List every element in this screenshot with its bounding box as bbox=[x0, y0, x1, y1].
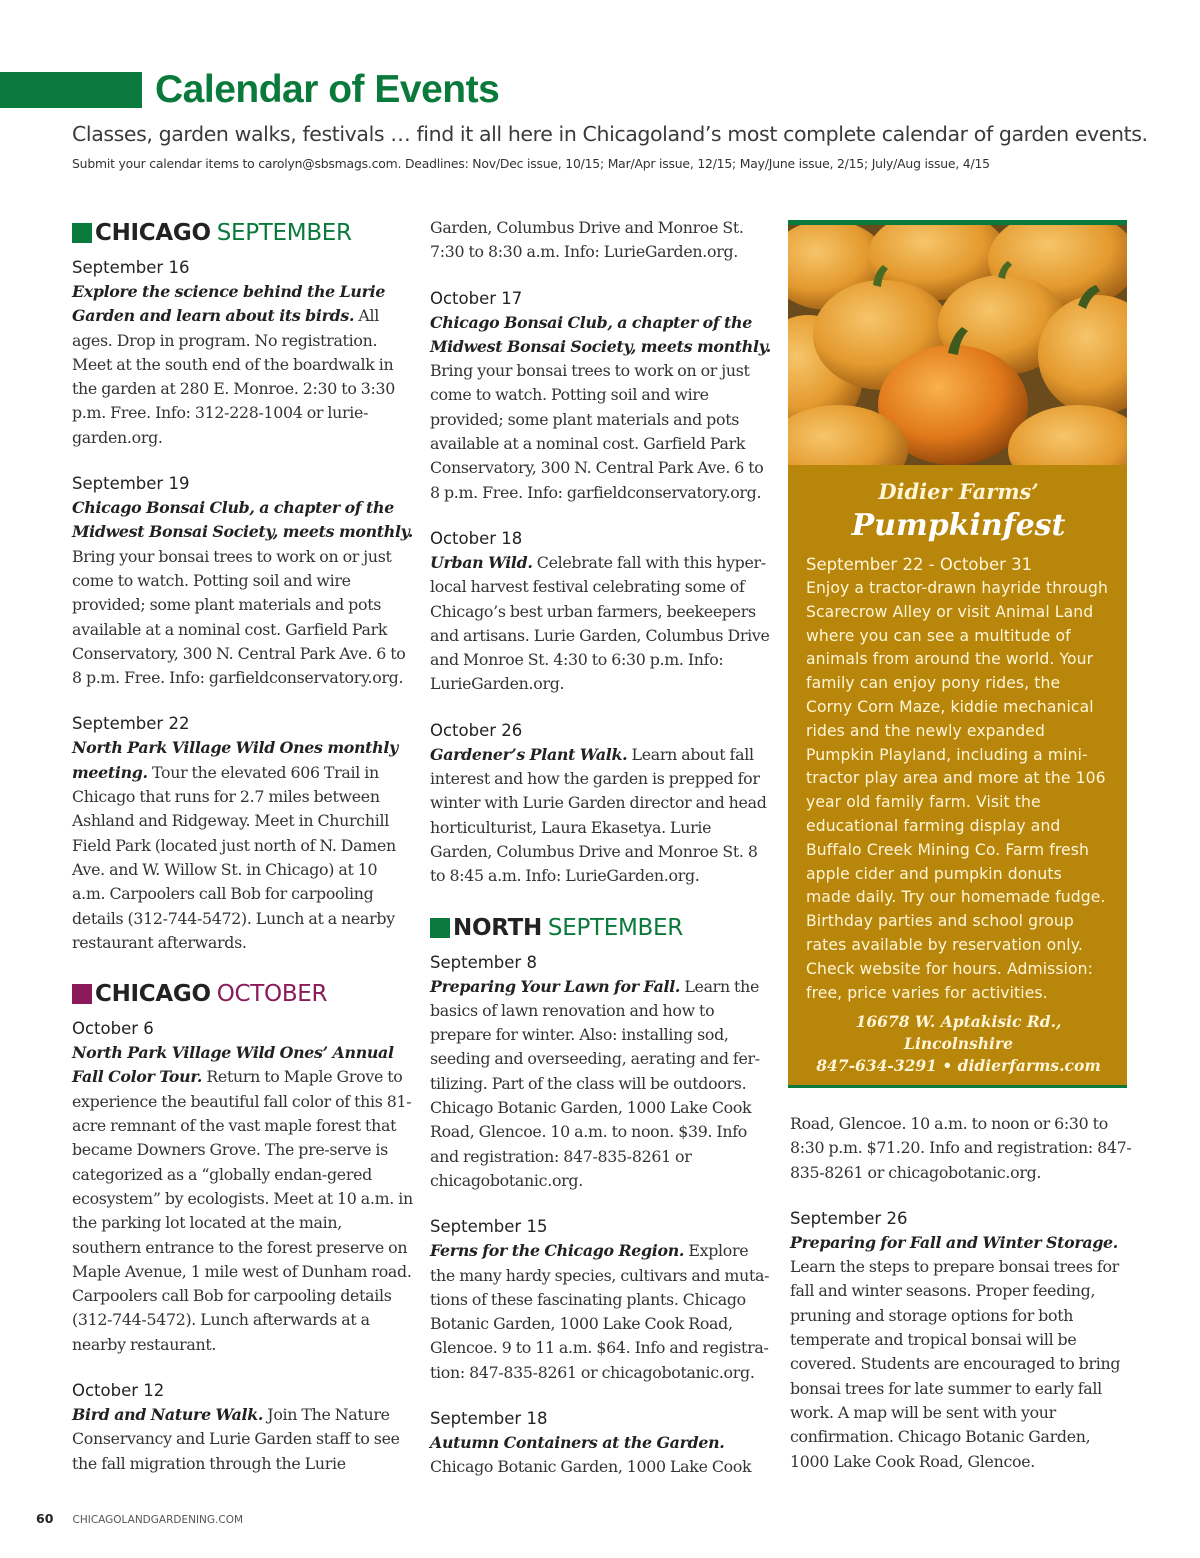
section-month: SEPTEMBER bbox=[547, 914, 683, 941]
event-description bbox=[430, 311, 772, 505]
event-date: October 6 bbox=[72, 1019, 154, 1039]
event-body-continued: Road, Glencoe. 10 a.m. to noon or 6:30 to 8:30 p.m. $71.20. Info and registration: 847-835-8261 or chicagobotanic.org. bbox=[790, 1114, 1132, 1182]
event-item bbox=[72, 1379, 414, 1476]
event-date: September 22 bbox=[72, 714, 190, 734]
section-square-icon bbox=[430, 918, 450, 938]
event-body: Chicago Botanic Garden, 1000 Lake Cook bbox=[430, 1457, 752, 1477]
event-date: October 17 bbox=[430, 288, 523, 308]
event-title: Explore the science behind the Lurie Garden and learn about its birds. bbox=[72, 282, 386, 326]
event-title: Ferns for the Chicago Region. bbox=[430, 1241, 685, 1261]
event-date: September 15 bbox=[430, 1217, 548, 1237]
event-item bbox=[790, 1207, 1132, 1474]
event-body-continued: Garden, Columbus Drive and Monroe St. 7:30 to 8:30 a.m. Info: LurieGarden.org. bbox=[430, 218, 744, 262]
header-accent-bar bbox=[0, 72, 142, 108]
submission-info: Submit your calendar items to carolyn@sbsmags.com. Deadlines: Nov/Dec issue, 10/15; Mar/Apr issue, 12/15; May/June issue, 2/15; July/Aug issue, 4/15 bbox=[72, 156, 990, 171]
section-header-chicago-october bbox=[72, 977, 414, 1011]
section-header-chicago-september bbox=[72, 216, 414, 250]
event-title: Urban Wild. bbox=[430, 552, 533, 572]
pumpkinfest-sidebar bbox=[788, 220, 1127, 1088]
event-title: Autumn Containers at the Garden. bbox=[430, 1432, 725, 1452]
event-date: September 16 bbox=[72, 258, 190, 277]
event-item bbox=[430, 287, 772, 505]
promo-contact-line: 847-634-3291 • didierfarms.com bbox=[816, 1056, 1101, 1076]
event-body: Join The Nature Conservancy and Lurie Garden staff to see the fall migration through the Lurie bbox=[72, 1404, 400, 1473]
event-description bbox=[430, 743, 772, 889]
event-date: October 12 bbox=[72, 1380, 165, 1400]
event-date: October 18 bbox=[430, 528, 523, 548]
event-date: October 26 bbox=[430, 720, 523, 740]
event-body: Bring your bonsai trees to work on or just come to watch. Potting soil and wire provided; some plant materials and pots available at a nominal cost. Garfield Park Conservatory, 300 N. Central Park Ave. 6 to 8 p.m. Free. Info: garfieldconservatory.org. bbox=[72, 546, 406, 688]
page-subtitle: Classes, garden walks, festivals … find it all here in Chicagoland’s most complete calendar of garden events. bbox=[72, 122, 1148, 146]
footer-site-link: CHICAGOLANDGARDENING.COM bbox=[72, 1514, 244, 1526]
section-month: SEPTEMBER bbox=[216, 220, 352, 246]
page-title: Calendar of Events bbox=[155, 68, 500, 111]
promo-dates: September 22 - October 31 bbox=[806, 555, 1033, 574]
event-description bbox=[430, 975, 772, 1194]
column-2 bbox=[430, 216, 772, 1502]
event-description bbox=[790, 1231, 1132, 1474]
promo-panel bbox=[788, 465, 1127, 1085]
event-description bbox=[430, 1431, 772, 1480]
event-title: Preparing for Fall and Winter Storage. bbox=[790, 1232, 1119, 1252]
event-body: Learn the steps to prepare bonsai trees for fall and winter seasons. Proper feeding, pruning and storage options for both temperate and tropical bonsai will be covered. Students are encouraged to bring bonsai trees for late summer to early fall work. A map will be sent with your confirmation. Chicago Botanic Garden, 1000 Lake Cook Road, Glencoe. bbox=[790, 1257, 1121, 1471]
event-body: Return to Maple Grove to experience the beautiful fall color of this 81-acre remnant of the vast maple forest that became Downers Grove. The pre-serve is categorized as a “globally endan-gered ecosystem” by ecologists. Meet at 10 a.m. in the parking lot located at the main, southern entrance to the forest preserve on Maple Avenue, 1 mile west of Dunham road. Carpoolers call Bob for carpooling details (312-744-5472). Lunch afterwards at a nearby restaurant. bbox=[72, 1067, 413, 1354]
promo-address bbox=[806, 1011, 1111, 1077]
promo-title: Pumpkinfest bbox=[851, 508, 1066, 543]
event-date: September 26 bbox=[790, 1208, 908, 1228]
event-continued bbox=[790, 1112, 1132, 1185]
pumpkins-illustration bbox=[788, 225, 1127, 465]
event-title: Preparing Your Lawn for Fall. bbox=[430, 976, 681, 996]
event-item bbox=[72, 256, 414, 450]
event-item bbox=[430, 1407, 772, 1480]
event-body: Celebrate fall with this hyper-local harvest festival celebrating some of Chicago’s best urban farmers, beekeepers and artisans. Lurie Garden, Columbus Drive and Monroe St. 4:30 to 6:30 p.m. Info: LurieGarden.org. bbox=[430, 552, 770, 694]
event-title: Bird and Nature Walk. bbox=[72, 1404, 264, 1424]
section-region: CHICAGO bbox=[95, 220, 211, 246]
page-footer bbox=[36, 1508, 243, 1527]
page-number: 60 bbox=[36, 1511, 54, 1526]
column-1 bbox=[72, 216, 414, 1498]
section-region: CHICAGO bbox=[95, 981, 211, 1008]
event-description bbox=[72, 736, 414, 955]
event-item bbox=[430, 527, 772, 697]
event-item bbox=[430, 951, 772, 1194]
event-title: Chicago Bonsai Club, a chapter of the Midwest Bonsai Society, meets monthly. bbox=[430, 312, 771, 356]
section-region: NORTH bbox=[453, 914, 542, 941]
event-title: North Park Village Wild Ones monthly meeting. bbox=[72, 738, 398, 782]
event-title: Gardener’s Plant Walk. bbox=[430, 744, 628, 764]
section-header-north-september bbox=[430, 911, 772, 945]
event-description bbox=[72, 280, 414, 450]
section-square-icon bbox=[72, 223, 92, 243]
event-item bbox=[430, 719, 772, 889]
promo-address-line: 16678 W. Aptakisic Rd., Lincolnshire bbox=[855, 1012, 1062, 1054]
event-continued bbox=[430, 216, 772, 265]
pumpkins-photo bbox=[788, 225, 1127, 465]
promo-farm-name: Didier Farms’ bbox=[878, 479, 1039, 504]
event-description bbox=[430, 1239, 772, 1385]
event-body: Learn the basics of lawn renovation and how to prepare for winter. Also: installing sod, seeding and overseeding, aerating and fer-tilizing. Part of the class will be outdoors. Chicago Botanic Garden, 1000 Lake Cook Road, Glencoe. 10 a.m. to noon. $39. Info and registration: 847-835-8261 or chicagobotanic.org. bbox=[430, 976, 760, 1190]
event-body: Explore the many hardy species, cultivars and muta-tions of these fascinating plants. Chicago Botanic Garden, 1000 Lake Cook Road, Glencoe. 9 to 11 a.m. $64. Info and registra-tion: 847-835-8261 or chicagobotanic.org. bbox=[430, 1241, 770, 1382]
promo-body: Enjoy a tractor-drawn hayride through Scarecrow Alley or visit Animal Land where you can see a multitude of animals from around the world. Your family can enjoy pony rides, the Corny Corn Maze, kiddie mechanical rides and the newly expanded Pumpkin Playland, including a mini-tractor play area and more at the 106 year old family farm. Visit the educational farming display and Buffalo Creek Mining Co. Farm fresh apple cider and pumpkin donuts made daily. Try our homemade fudge. Birthday parties and school group rates available by reservation only. Check website for hours. Admission: free, price varies for activities. bbox=[806, 579, 1108, 1002]
column-3 bbox=[790, 1112, 1132, 1496]
event-body: Learn about fall interest and how the garden is prepped for winter with Lurie Garden director and head horticulturist, Laura Ekasetya. Lurie Garden, Columbus Drive and Monroe St. 8 to 8:45 a.m. Info: LurieGarden.org. bbox=[430, 744, 767, 886]
section-square-icon bbox=[72, 984, 92, 1004]
event-body: All ages. Drop in program. No registration. Meet at the south end of the boardwalk in the garden at 280 E. Monroe. 2:30 to 3:30 p.m. Free. Info: 312-228-1004 or lurie-garden.org. bbox=[72, 306, 396, 447]
event-description bbox=[72, 1041, 414, 1357]
event-title: Chicago Bonsai Club, a chapter of the Midwest Bonsai Society, meets monthly. bbox=[72, 498, 413, 542]
event-description bbox=[72, 1403, 414, 1476]
event-item bbox=[72, 1017, 414, 1357]
section-month: OCTOBER bbox=[216, 981, 328, 1008]
event-item bbox=[72, 472, 414, 690]
event-description bbox=[72, 496, 414, 690]
event-date: September 18 bbox=[430, 1408, 548, 1428]
event-body: Bring your bonsai trees to work on or just come to watch. Potting soil and wire provided; some plant materials and pots available at a nominal cost. Garfield Park Conservatory, 300 N. Central Park Ave. 6 to 8 p.m. Free. Info: garfieldconservatory.org. bbox=[430, 361, 764, 502]
event-description bbox=[430, 551, 772, 697]
event-item bbox=[72, 712, 414, 955]
event-body: Tour the elevated 606 Trail in Chicago that runs for 2.7 miles between Ashland and Ridgeway. Meet in Churchill Field Park (located just north of N. Damen Ave. and W. Willow St. in Chicago) at 10 a.m. Carpoolers call Bob for carpooling details (312-744-5472). Lunch at a nearby restaurant afterwards. bbox=[72, 762, 396, 952]
event-date: September 19 bbox=[72, 474, 190, 494]
event-title: North Park Village Wild Ones’ Annual Fall Color Tour. bbox=[72, 1043, 394, 1087]
event-item bbox=[430, 1215, 772, 1385]
event-date: September 8 bbox=[430, 952, 537, 972]
